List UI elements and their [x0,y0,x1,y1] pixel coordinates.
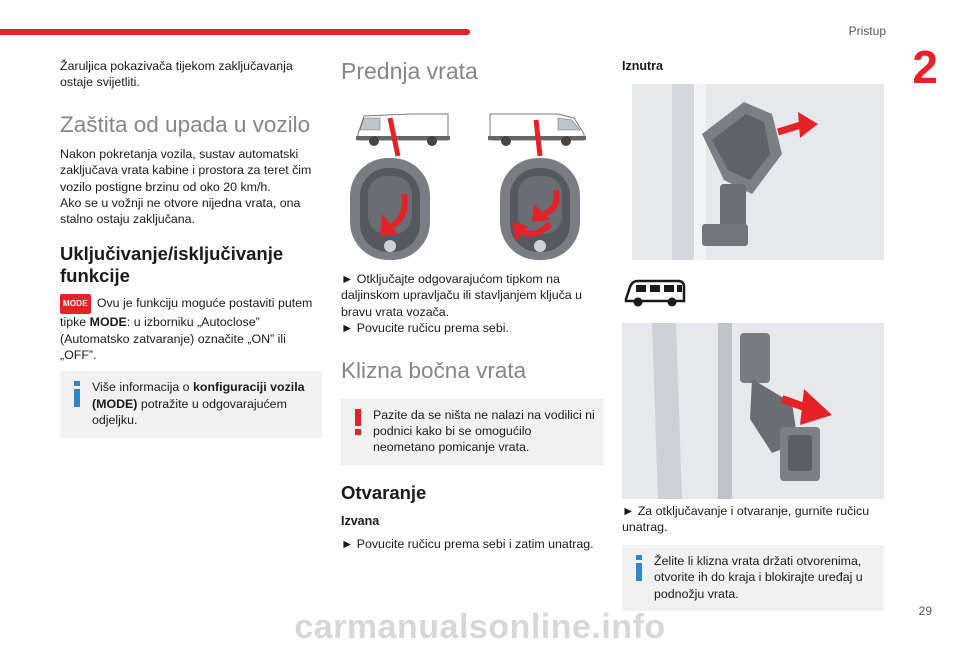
heading-inside: Iznutra [622,59,663,73]
door-handle-icon [350,158,430,260]
protection-text-2: Ako se u vožnji ne otvore nijedna vrata, ona stalno ostaju zaključana. [60,196,301,227]
protection-text-1: Nakon pokretanja vozila, sustav automatski zaključava vrata kabine i prostora za teret čim vozilo postigne brzinu od oko 20 km/h. [60,146,312,194]
chapter-number: 2 [912,41,938,93]
outside-step: ► Povucite ručicu prema sebi i zatim unatrag. [341,536,594,551]
column-2 [341,58,604,85]
warning-box [341,399,604,465]
mode-text-c: : u izborniku „Autoclose” (Automatsko zatvaranje) označite „ON” ili „OFF”. [60,315,286,363]
info-icon [69,380,85,408]
mode-paragraph [60,294,322,364]
heading-protection: Zaštita od upada u vozilo [60,111,311,137]
chapter-color-bar [0,29,470,35]
column-2-lower [341,271,604,552]
front-step-2: ► Povucite ručicu prema sebi. [341,321,509,336]
inside-handle-image-2 [622,323,884,499]
inside-handle-image-1 [632,84,884,260]
page-number: 29 [918,604,932,618]
heading-outside: Izvana [341,513,380,528]
inside-step: ► Za otključavanje i otvaranje, gurnite ručicu unatrag. [622,504,870,535]
info-icon [631,554,647,582]
heading-front-doors: Prednja vrata [341,58,478,84]
mode-text-b: MODE [89,315,127,330]
heading-toggle: Uključivanje/isključivanje funkcije [60,242,284,286]
front-step-1: ► Otključajte odgovarajućom tipkom na daljinskom upravljaču ili stavljanjem ključa u bravu vrata vozača. [341,272,583,319]
column-3-lower [622,503,884,611]
info-text-sliding: Želite li klizna vrata držati otvorenima, otvorite ih do kraja i blokirajte uređaj u podnožju vrata. [654,553,863,601]
mode-button-icon: MODE [60,294,91,314]
front-door-illustration [350,96,600,260]
mode-text-a: Ovu je funkciju moguće postaviti putem tipke [60,295,313,330]
van-front-icon [356,114,450,146]
heading-opening: Otvaranje [341,481,427,503]
info-text-a: Više informacija o [92,380,194,395]
info-box-sliding [622,545,884,611]
warning-text: Pazite da se ništa ne nalazi na vodilici ni podnici kako bi se omogućilo neometano pomicanje vrata. [373,407,595,455]
info-text-c: potražite u odgovarajućem odjeljku. [92,396,287,428]
section-title: Pristup [848,24,886,38]
column-1 [60,58,322,438]
intro-text: Žaruljica pokazivača tijekom zaključavanja ostaje svijetliti. [60,59,293,90]
watermark: carmanualsonline.info [294,608,666,646]
heading-sliding-doors: Klizna bočna vrata [341,357,527,383]
door-handle-icon [500,158,580,260]
info-box-mode [60,371,322,437]
info-text-b: konfiguraciji vozila (MODE) [92,380,305,411]
van-side-icon [622,275,688,309]
warning-icon [350,408,366,436]
column-3 [622,58,884,74]
